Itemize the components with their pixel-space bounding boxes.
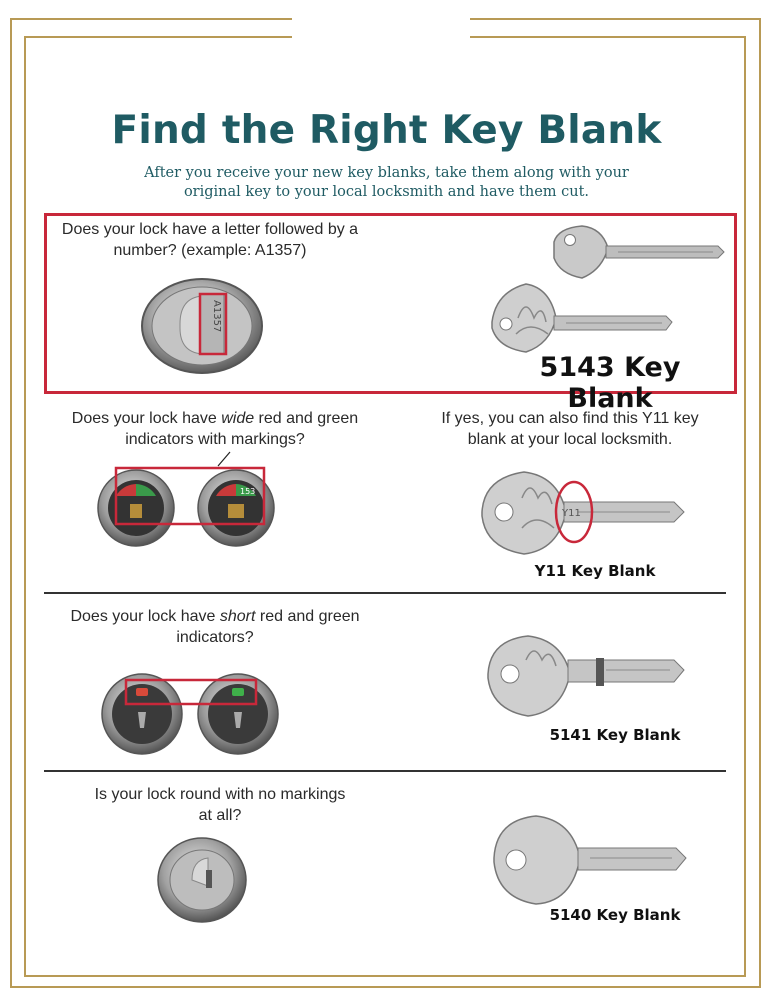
key-label-y11: Y11 Key Blank <box>534 562 656 580</box>
locks-short-indicators-image <box>100 662 280 762</box>
question-wide-emphasis: wide <box>221 410 255 427</box>
lock-a1357-image <box>140 276 264 376</box>
key-y11-marking: Y11 <box>562 508 581 519</box>
key-5143-blank-plain <box>548 222 728 284</box>
key-5141-blank <box>484 632 690 718</box>
y11-side-note: If yes, you can also find this Y11 key blank at your local locksmith. <box>441 410 699 448</box>
lock-marking-text: A1357 <box>211 300 222 333</box>
question-wide-part2: red and green indicators with markings? <box>125 410 359 448</box>
frame-gap <box>292 10 470 40</box>
key-label-5140: 5140 Key Blank <box>549 906 681 924</box>
question-wide-part1: Does your lock have <box>71 410 222 427</box>
question-short-part1: Does your lock have <box>70 608 220 625</box>
question-short-part2: red and green indicators? <box>176 608 360 646</box>
lock-indicator-marking: 153 <box>240 487 256 496</box>
key-y11-blank <box>478 468 688 558</box>
divider-2 <box>44 770 726 772</box>
key-label-5141: 5141 Key Blank <box>549 726 681 744</box>
question-letter-number: Does your lock have a letter followed by a number? (example: A1357) <box>61 221 359 259</box>
divider-1 <box>44 592 726 594</box>
question-wide-indicators <box>60 408 370 450</box>
key-5140-blank <box>490 812 690 908</box>
question-short-emphasis: short <box>219 608 256 625</box>
key-5143-blank-ornate <box>486 278 676 356</box>
question-short-indicators <box>60 606 370 648</box>
page-title: Find the Right Key Blank <box>111 108 662 153</box>
question-round-no-markings: Is your lock round with no markings at all? <box>94 786 346 824</box>
key-label-5143: 5143 Key Blank <box>539 352 681 414</box>
lock-round-plain-image <box>156 836 248 924</box>
locks-wide-indicators-image <box>96 448 274 548</box>
page-subtitle: After you receive your new key blanks, take them along with your original key to your local locksmith and have them cut. <box>144 165 629 200</box>
